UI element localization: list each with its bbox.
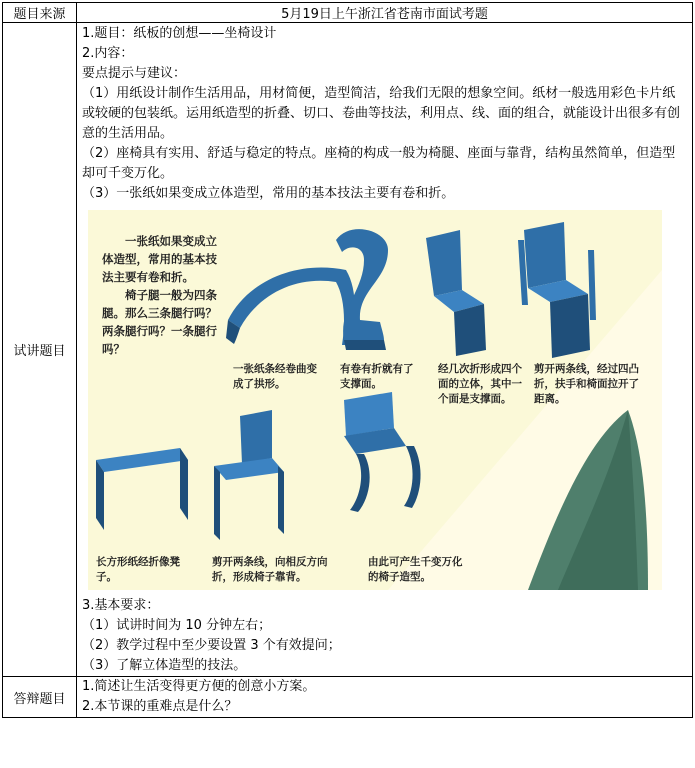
paper-chair-figure (88, 210, 662, 590)
header-row (3, 3, 693, 23)
tip-2: （2）座椅具有实用、舒适与稳定的特点。座椅的构成一般为椅腿、座面与靠背，结构虽然简单，但造型却可千变万化。 (82, 146, 676, 181)
figure-side-text-2: 椅子腿一般为四条腿。那么三条腿行吗？两条腿行吗？一条腿行吗？ (102, 288, 217, 356)
defense-row (3, 677, 693, 718)
requirement-3: （3）了解立体造型的技法。 (82, 658, 247, 673)
caption-armrest: 剪开两条线，经过四凸折，扶手和椅面拉开了距离。 (534, 363, 639, 405)
requirement-1: （1）试讲时间为 10 分钟左右； (82, 618, 272, 633)
tips-heading: 要点提示与建议： (82, 66, 187, 81)
figure-side-text-1: 一张纸如果变成立体造型，常用的基本技法主要有卷和折。 (102, 234, 217, 284)
caption-support: 有卷有折就有了支撑面。 (340, 363, 414, 390)
caption-arch: 一张纸条经卷曲变成了拱形。 (233, 363, 317, 390)
lecture-content-cell (77, 23, 693, 677)
caption-stool: 长方形纸经折像凳子。 (96, 556, 180, 583)
source-label: 题目来源 (3, 3, 77, 23)
requirements-heading: 3.基本要求： (82, 598, 160, 613)
caption-variations: 由此可产生千变万化的椅子造型。 (368, 556, 463, 583)
defense-question-2: 2.本节课的重难点是什么？ (82, 699, 238, 714)
lecture-label: 试讲题目 (3, 23, 77, 677)
defense-question-1: 1.简述让生活变得更方便的创意小方案。 (82, 679, 316, 694)
lecture-row (3, 23, 693, 677)
tip-1: （1）用纸设计制作生活用品，用材简便，造型简洁，给我们无限的想象空间。纸材一般选用彩色卡片纸或较硬的包装纸。运用纸造型的折叠、切口、卷曲等技法，利用点、线、面的组合，就能设计出很多有创意的生活用品。 (82, 86, 681, 141)
lecture-title: 1.题目：纸板的创想——坐椅设计 (82, 26, 277, 41)
caption-four-faces: 经几次折形成四个面的立体，其中一个面是支撑面。 (438, 363, 522, 405)
defense-label: 答辩题目 (3, 677, 77, 718)
figure-side-text (102, 232, 220, 358)
content-heading: 2.内容： (82, 46, 134, 61)
caption-chair-back: 剪开两条线，向相反方向折，形成椅子靠背。 (212, 556, 328, 583)
defense-content-cell (77, 677, 693, 718)
requirement-2: （2）教学过程中至少要设置 3 个有效提问； (82, 638, 341, 653)
exam-table (2, 2, 693, 718)
tip-3: （3）一张纸如果变成立体造型，常用的基本技法主要有卷和折。 (82, 186, 455, 201)
source-value: 5月19日上午浙江省苍南市面试考题 (77, 3, 693, 23)
